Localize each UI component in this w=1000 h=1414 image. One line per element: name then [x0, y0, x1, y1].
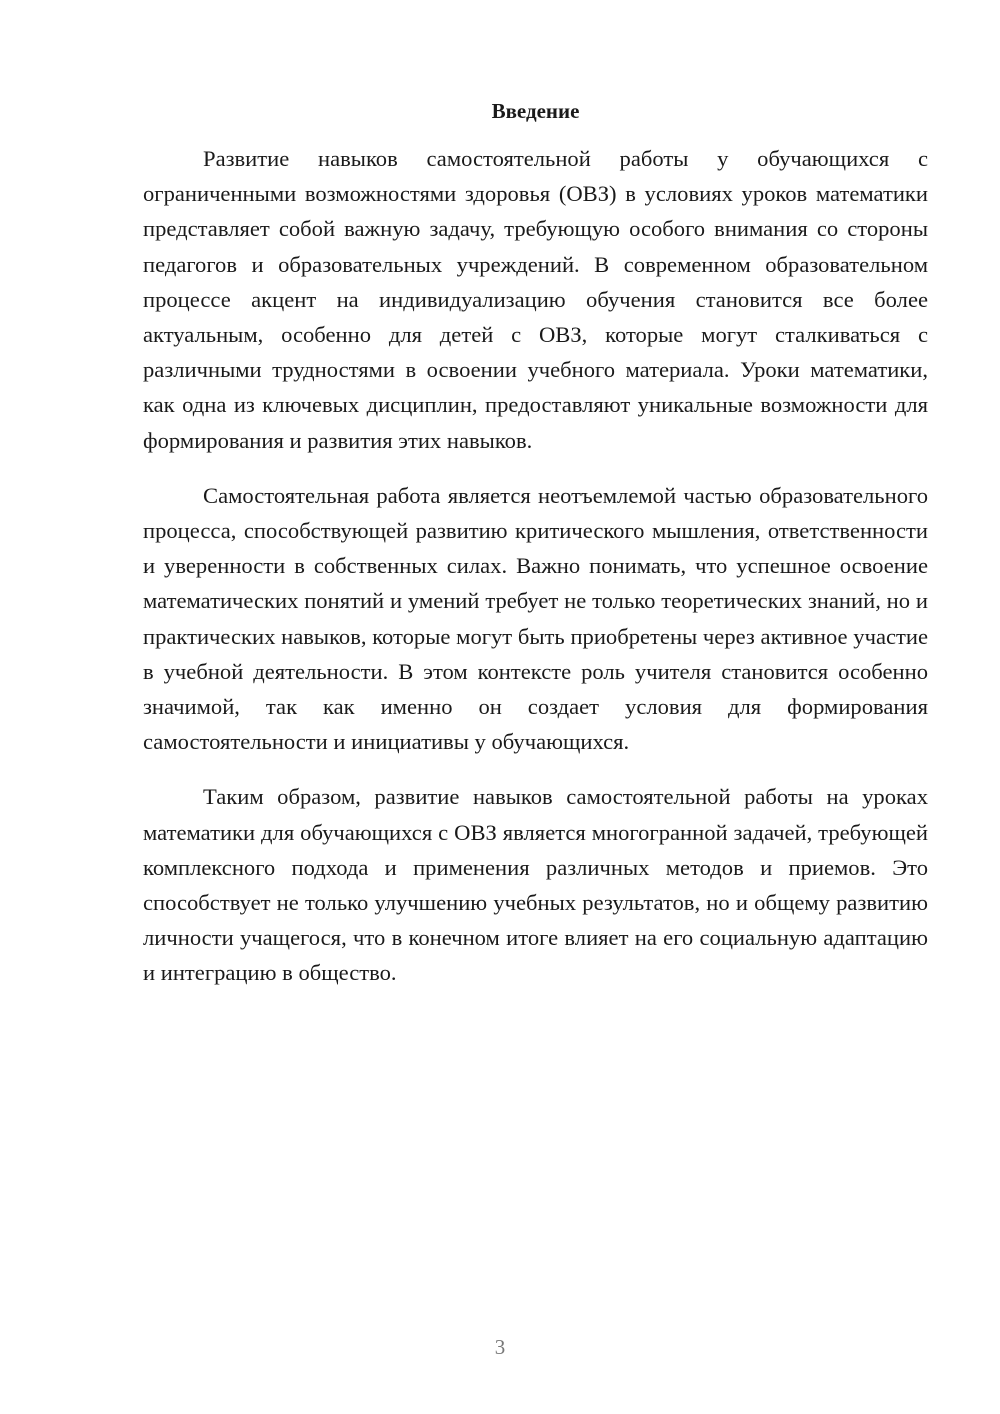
paragraph-2: Самостоятельная работа является неотъемлемой частью образовательного процесса, способствующей развитию критического мышления, ответственности и уверенности в собственных силах. Важно понимать, что успешное освоение математических понятий и умений требует не только теоретических знаний, но и практических навыков, которые могут быть приобретены через активное участие в учебной деятельности. В этом контексте роль учителя становится особенно значимой, так как именно он создает условия для формирования самостоятельности и инициативы у обучающихся.: [143, 482, 928, 755]
paragraph-1: Развитие навыков самостоятельной работы у обучающихся с ограниченными возможностями здоровья (ОВЗ) в условиях уроков математики представляет собой важную задачу, требующую особого внимания со стороны педагогов и образовательных учреждений. В современном образовательном процессе акцент на индивидуализацию обучения становится все более актуальным, особенно для детей с ОВЗ, которые могут сталкиваться с различными трудностями в освоении учебного материала. Уроки математики, как одна из ключевых дисциплин, предоставляют уникальные возможности для формирования и развития этих навыков.: [143, 146, 928, 453]
page-content: [143, 96, 928, 1011]
page-title: Введение: [491, 99, 580, 123]
paragraph-3: Таким образом, развитие навыков самостоятельной работы на уроках математики для обучающихся с ОВЗ является многогранной задачей, требующей комплексного подхода и применения различных методов и приемов. Это способствует не только улучшению учебных результатов, но и общему развитию личности учащегося, что в конечном итоге влияет на его социальную адаптацию и интеграцию в общество.: [143, 784, 928, 986]
page-number: 3: [494, 1335, 506, 1359]
